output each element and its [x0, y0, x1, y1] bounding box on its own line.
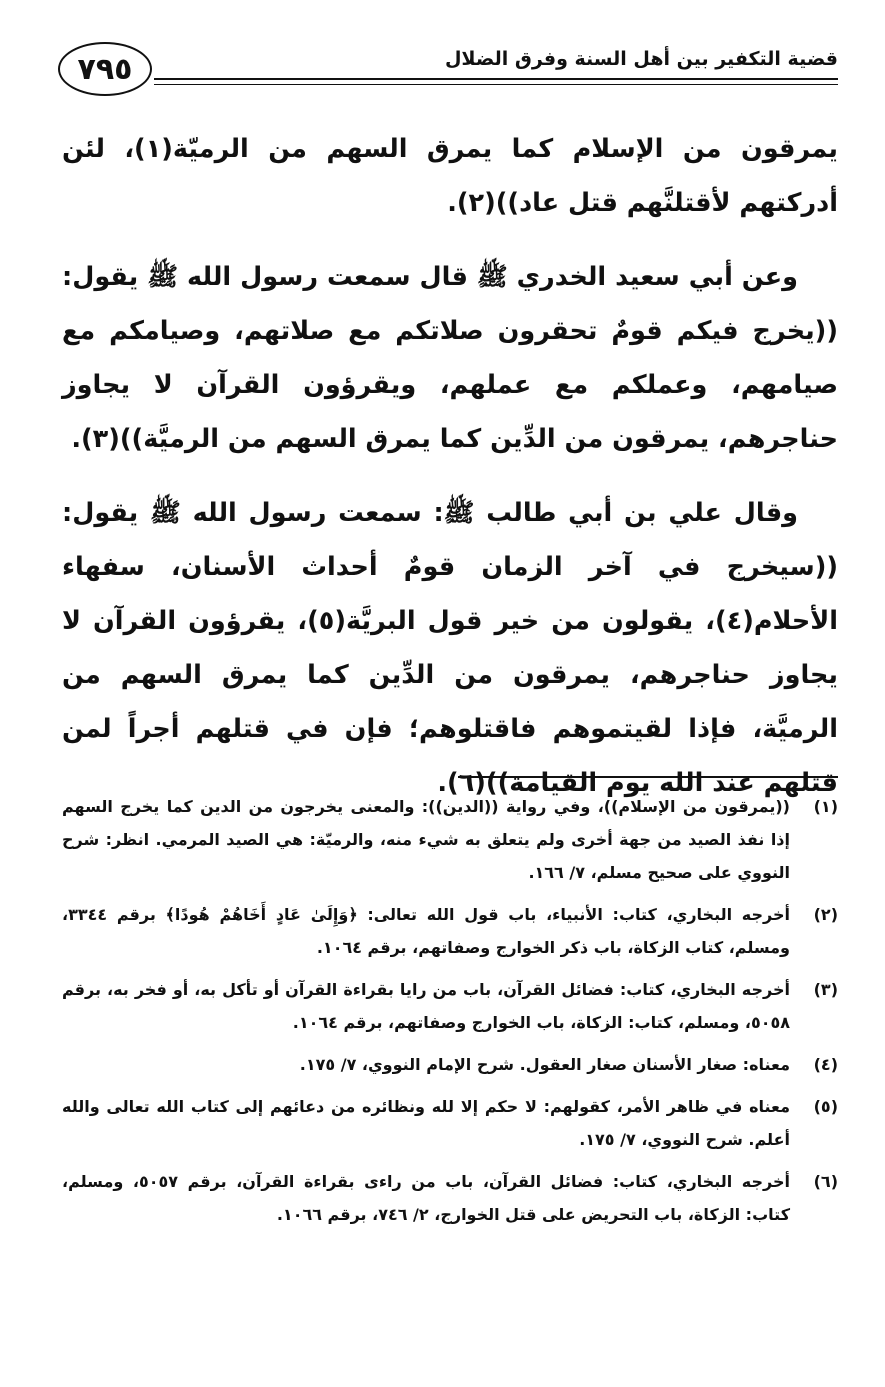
footnote-number: (٣) [813, 980, 838, 999]
footnote [62, 790, 838, 889]
footnotes [62, 790, 838, 1240]
footnote-text: أخرجه البخاري، كتاب: فضائل القرآن، باب من رايا بقراءة القرآن أو تأكل به، أو فخر به، برقم ٥٠٥٨، ومسلم، كتاب: الزكاة، باب الخوارج وصفاتهم، برقم ١٠٦٤. [62, 980, 790, 1032]
header-rule-thin [154, 84, 838, 85]
footnote-text: أخرجه البخاري، كتاب: فضائل القرآن، باب من راءى بقراءة القرآن، برقم ٥٠٥٧، ومسلم، كتاب: الزكاة، باب التحريض على قتل الخوارج، ٢/ ٧٤٦، برقم ١٠٦٦. [62, 1172, 791, 1224]
running-title: قضية التكفير بين أهل السنة وفرق الضلال [444, 48, 838, 70]
main-text [62, 122, 838, 830]
footnote-number: (٤) [813, 1055, 838, 1074]
footnote [62, 1165, 838, 1231]
footnote [62, 1048, 838, 1081]
footnote-text: معناه: صغار الأسنان صغار العقول. شرح الإمام النووي، ٧/ ١٧٥. [299, 1055, 790, 1074]
footnote [62, 1090, 838, 1156]
footnote-text: ((يمرقون من الإسلام))، وفي رواية ((الدين)): والمعنى يخرجون من الدين كما يخرج السهم إذا نفذ الصيد من جهة أخرى ولم يتعلق به شيء منه، والرميّة: هي الصيد المرمي. انظر: شرح النووي على صحيح مسلم، ٧/ ١٦٦. [62, 797, 790, 882]
footnote-number: (٥) [813, 1097, 838, 1116]
footnote [62, 973, 838, 1039]
footnote [62, 898, 838, 964]
page-header [58, 36, 838, 108]
footnote-number: (١) [813, 797, 838, 816]
paragraph: يمرقون من الإسلام كما يمرق السهم من الرميّة(١)، لئن أدركتهم لأقتلنَّهم قتل عاد))(٢). [62, 134, 838, 218]
footnote-text: معناه في ظاهر الأمر، كقولهم: لا حكم إلا لله ونظائره من دعائهم إلى كتاب الله تعالى والله أعلم. شرح النووي، ٧/ ١٧٥. [62, 1097, 790, 1149]
footnote-number: (٦) [813, 1172, 838, 1191]
header-rule [154, 78, 838, 80]
footnote-separator [458, 776, 838, 778]
footnote-text: أخرجه البخاري، كتاب: الأنبياء، باب قول الله تعالى: ﴿وَإِلَىٰ عَادٍ أَخَاهُمْ هُودًا﴾ برقم ٣٣٤٤، ومسلم، كتاب الزكاة، باب ذكر الخوارج وصفاتهم، برقم ١٠٦٤. [62, 905, 790, 957]
paragraph: وعن أبي سعيد الخدري ﷺ قال سمعت رسول الله ﷺ يقول: ((يخرج فيكم قومٌ تحقرون صلاتكم مع صلاتهم، وصيامكم مع صيامهم، وعملكم مع عملهم، ويقرؤون القرآن لا يجاوز حناجرهم، يمرقون من الدِّين كما يمرق السهم من الرميَّة))(٣). [62, 262, 838, 454]
paragraph: وقال علي بن أبي طالب ﷺ: سمعت رسول الله ﷺ يقول: ((سيخرج في آخر الزمان قومٌ أحداث الأسنان، سفهاء الأحلام(٤)، يقولون من خير قول البريَّة(٥)، يقرؤون القرآن لا يجاوز حناجرهم، يمرقون من الدِّين كما يمرق السهم من الرميَّة، فإذا لقيتموهم فاقتلوهم؛ فإن في قتلهم أجراً لمن قتلهم عند الله يوم القيامة))(٦). [62, 498, 838, 798]
footnote-number: (٢) [813, 905, 838, 924]
page-number: ٧٩٥ [58, 42, 152, 96]
